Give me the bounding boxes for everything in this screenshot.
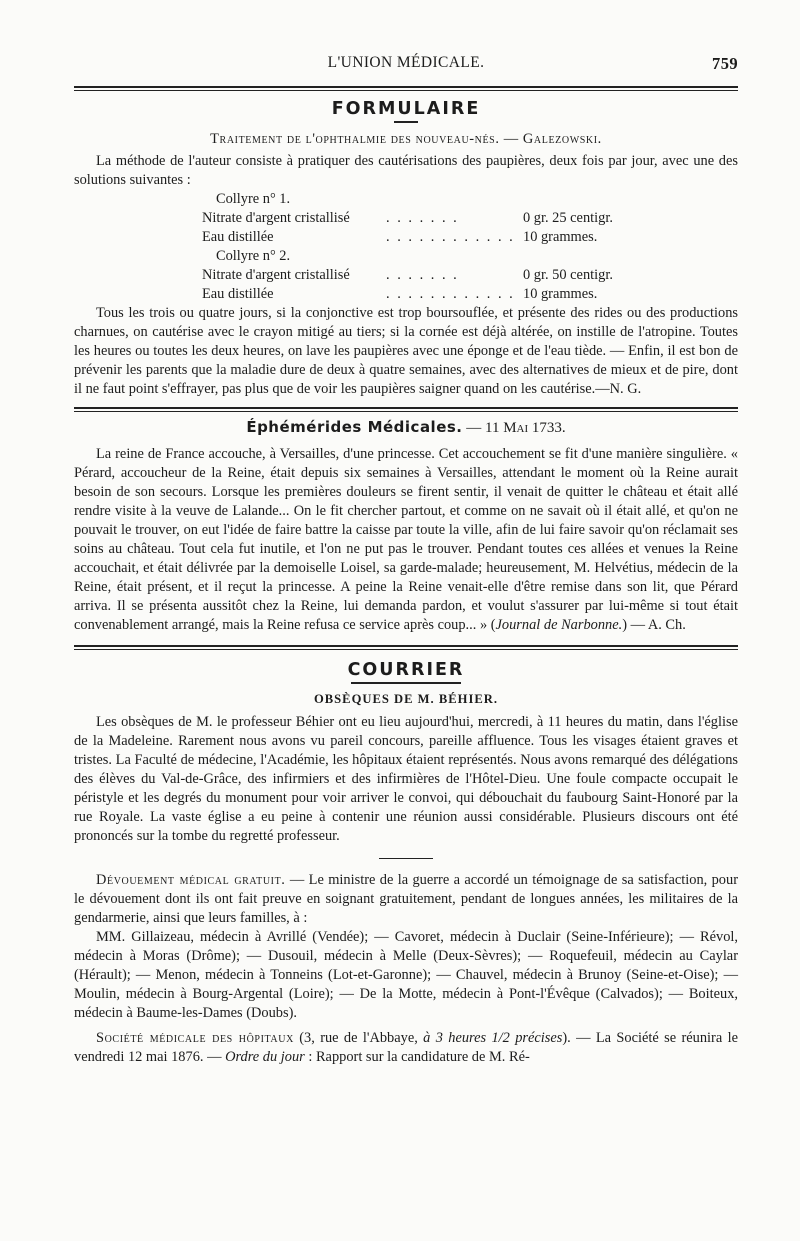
societe-kicker: Société médicale des hôpitaux [96,1030,294,1046]
ingredient: Nitrate d'argent cristallisé [202,210,350,226]
dose: 0 gr. 25 centigr. [523,210,613,226]
dose: 10 grammes. [523,229,598,245]
ingredient: Eau distillée [202,286,274,302]
recipe-row [74,285,738,304]
formulaire-intro: La méthode de l'auteur consiste à pratiquer des cautérisations des paupières, deux fois par jour, avec une des solutions suivantes : [74,153,738,188]
formulaire-heading: FORMULAIRE [331,99,481,119]
formulaire-body: Tous les trois ou quatre jours, si la conjonctive est trop boursouflée, et présente des rides ou des productions charnues, on cautérise avec le crayon mitigé au tiers; si la cornée est déjà altérée, on instille de l'atropine. Toutes les heures ou toutes les deux heures, on lave les paupières avec une éponge et de l'eau tiède. — Enfin, il est bon de prévenir les parents que la maladie dure de deux à quatre semaines, avec des alternatives de mieux et de pire, dont il ne faut point s'effrayer, pas plus que de voir les paupières saigner quand on les cautérise.—N. G. [74,305,738,397]
recipe-row [74,209,738,228]
ephemerides-source: Journal de Narbonne. [495,617,623,633]
recipe-collyre-2 [74,247,738,304]
formulaire-section [74,99,738,399]
courrier-section [74,660,738,1067]
societe-order-label: Ordre du jour [225,1049,305,1065]
section-rule [74,407,738,412]
section-rule [74,645,738,650]
formulaire-title: Traitement de l'ophthalmie des nouveau-nés. — Galezowski. [210,131,602,147]
page-number: 759 [712,54,738,73]
running-title: L'UNION MÉDICALE. [327,54,485,71]
ephemerides-title [74,418,738,437]
dose: 0 gr. 50 centigr. [523,267,613,283]
ephemerides-text: La reine de France accouche, à Versailles, d'une princesse. Cet accouchement se fit d'une manière singulière. « Pérard, accoucheur de la Reine, était depuis six semaines à Versailles, attendant le moment où la Reine aurait besoin de son secours. Lorsque les premières douleurs se firent sentir, il venait de quitter le château et était allé rendre visite à la veuve de Lalande... On le fit chercher partout, et comme on ne savait où il était allé, et qu'on ne pouvait le trouver, on eut l'idée de faire battre la caisse par toute la ville, afin de lui faire savoir qu'on réclamait ses soins au château. Tout cela fut inutile, et l'on ne put pas le trouver. Pendant toutes ces allées et venues la Reine accouchait, et était délivrée par la demoiselle Loisel, sa garde-malade; heureusement, M. Helvétius, médecin de la Reine, était présent, et il reçut la princesse. A peine la Reine venait-elle d'être remise dans son lit, que Pérard arriva. Il se présenta aussitôt chez la Reine, lui demanda pardon, et voulut s'assurer par lui-même si tout était convenablement arrangé, mais la Reine refusa ce service après coup... » ( [74,446,738,633]
leader-dots: . . . . . . . [386,210,459,226]
devouement-kicker: Dévouement médical gratuit. [96,872,286,888]
ephemerides-date: — 11 Mai 1733. [466,420,566,436]
devouement-text: — Le ministre de la guerre a accordé un témoignage de sa satisfaction, pour le dévouement dont ils ont fait preuve en soignant gratuitement, pendant de longues années, les militaires de la gendarmerie, ainsi que leurs familles, à : [74,872,738,926]
leader-dots: . . . . . . . . . . . . [386,286,515,302]
leader-dots: . . . . . . . [386,267,459,283]
societe-time: à 3 heures 1/2 précises [423,1030,563,1046]
header-rule [74,86,738,91]
societe-address: (3, rue de l'Abbaye, [293,1030,424,1046]
ephemerides-body [74,445,738,635]
societe-paragraph [74,1029,738,1067]
devouement-list: MM. Gillaizeau, médecin à Avrillé (Vendée); — Cavoret, médecin à Duclair (Seine-Inférieure); — Révol, médecin à Moras (Drôme); — Dusouil, médecin à Melle (Deux-Sèvres); — Roquefeuil, médecin au Caylar (Hérault); — Menon, médecin à Tonneins (Lot-et-Garonne); — Chauvel, médecin à Brunoy (Seine-et-Oise); — Moulin, médecin à Bourg-Argental (Loire); — De la Motte, médecin à Pont-l'Évêque (Calvados); — Boiteux, médecin à Baume-les-Dames (Doubs). [74,929,738,1021]
ephemerides-signature: ) — A. Ch. [622,617,686,633]
ephemerides-heading: Éphémérides Médicales. [246,418,463,436]
collyre-label: Collyre n° 1. [216,191,291,207]
ingredient: Nitrate d'argent cristallisé [202,267,350,283]
devouement-paragraph [74,871,738,928]
obseques-body: Les obsèques de M. le professeur Béhier ont eu lieu aujourd'hui, mercredi, à 11 heures du matin, dans l'église de la Madeleine. Rarement nous avons vu pareil concours, pareille affluence. Tous les visages étaient graves et tristes. La Faculté de médecine, l'Académie, les hôpitaux étaient représentés. Nous avons remarqué des délégations des élèves du Val-de-Grâce, des infirmiers et des infirmières de l'Hôtel-Dieu. Une foule compacte occupait le péristyle et les degrés du monument pour voir arriver le convoi, qui débouchait du faubourg Saint-Honoré par la rue Royale. La vaste église a eu peine à contenir une réunion aussi considérable. Plusieurs discours ont été prononcés sur la tombe du regretté professeur. [74,714,738,844]
leader-dots: . . . . . . . . . . . . [386,229,515,245]
heading-underline [394,121,418,123]
ephemerides-section [74,418,738,635]
societe-text: ). — La Société se réunira le vendredi 12 mai 1876. — [74,1030,738,1065]
societe-tail: : Rapport sur la candidature de M. Ré- [304,1049,530,1065]
recipe-row [74,266,738,285]
obseques-title: OBSÈQUES DE M. BÉHIER. [313,692,498,706]
dose: 10 grammes. [523,286,598,302]
heading-underline [351,682,461,684]
separator-rule [379,858,433,859]
collyre-label: Collyre n° 2. [216,248,291,264]
recipe-row [74,228,738,247]
recipe-collyre-1 [74,190,738,247]
ingredient: Eau distillée [202,229,274,245]
courrier-heading: COURRIER [347,660,465,680]
running-head [74,54,738,80]
